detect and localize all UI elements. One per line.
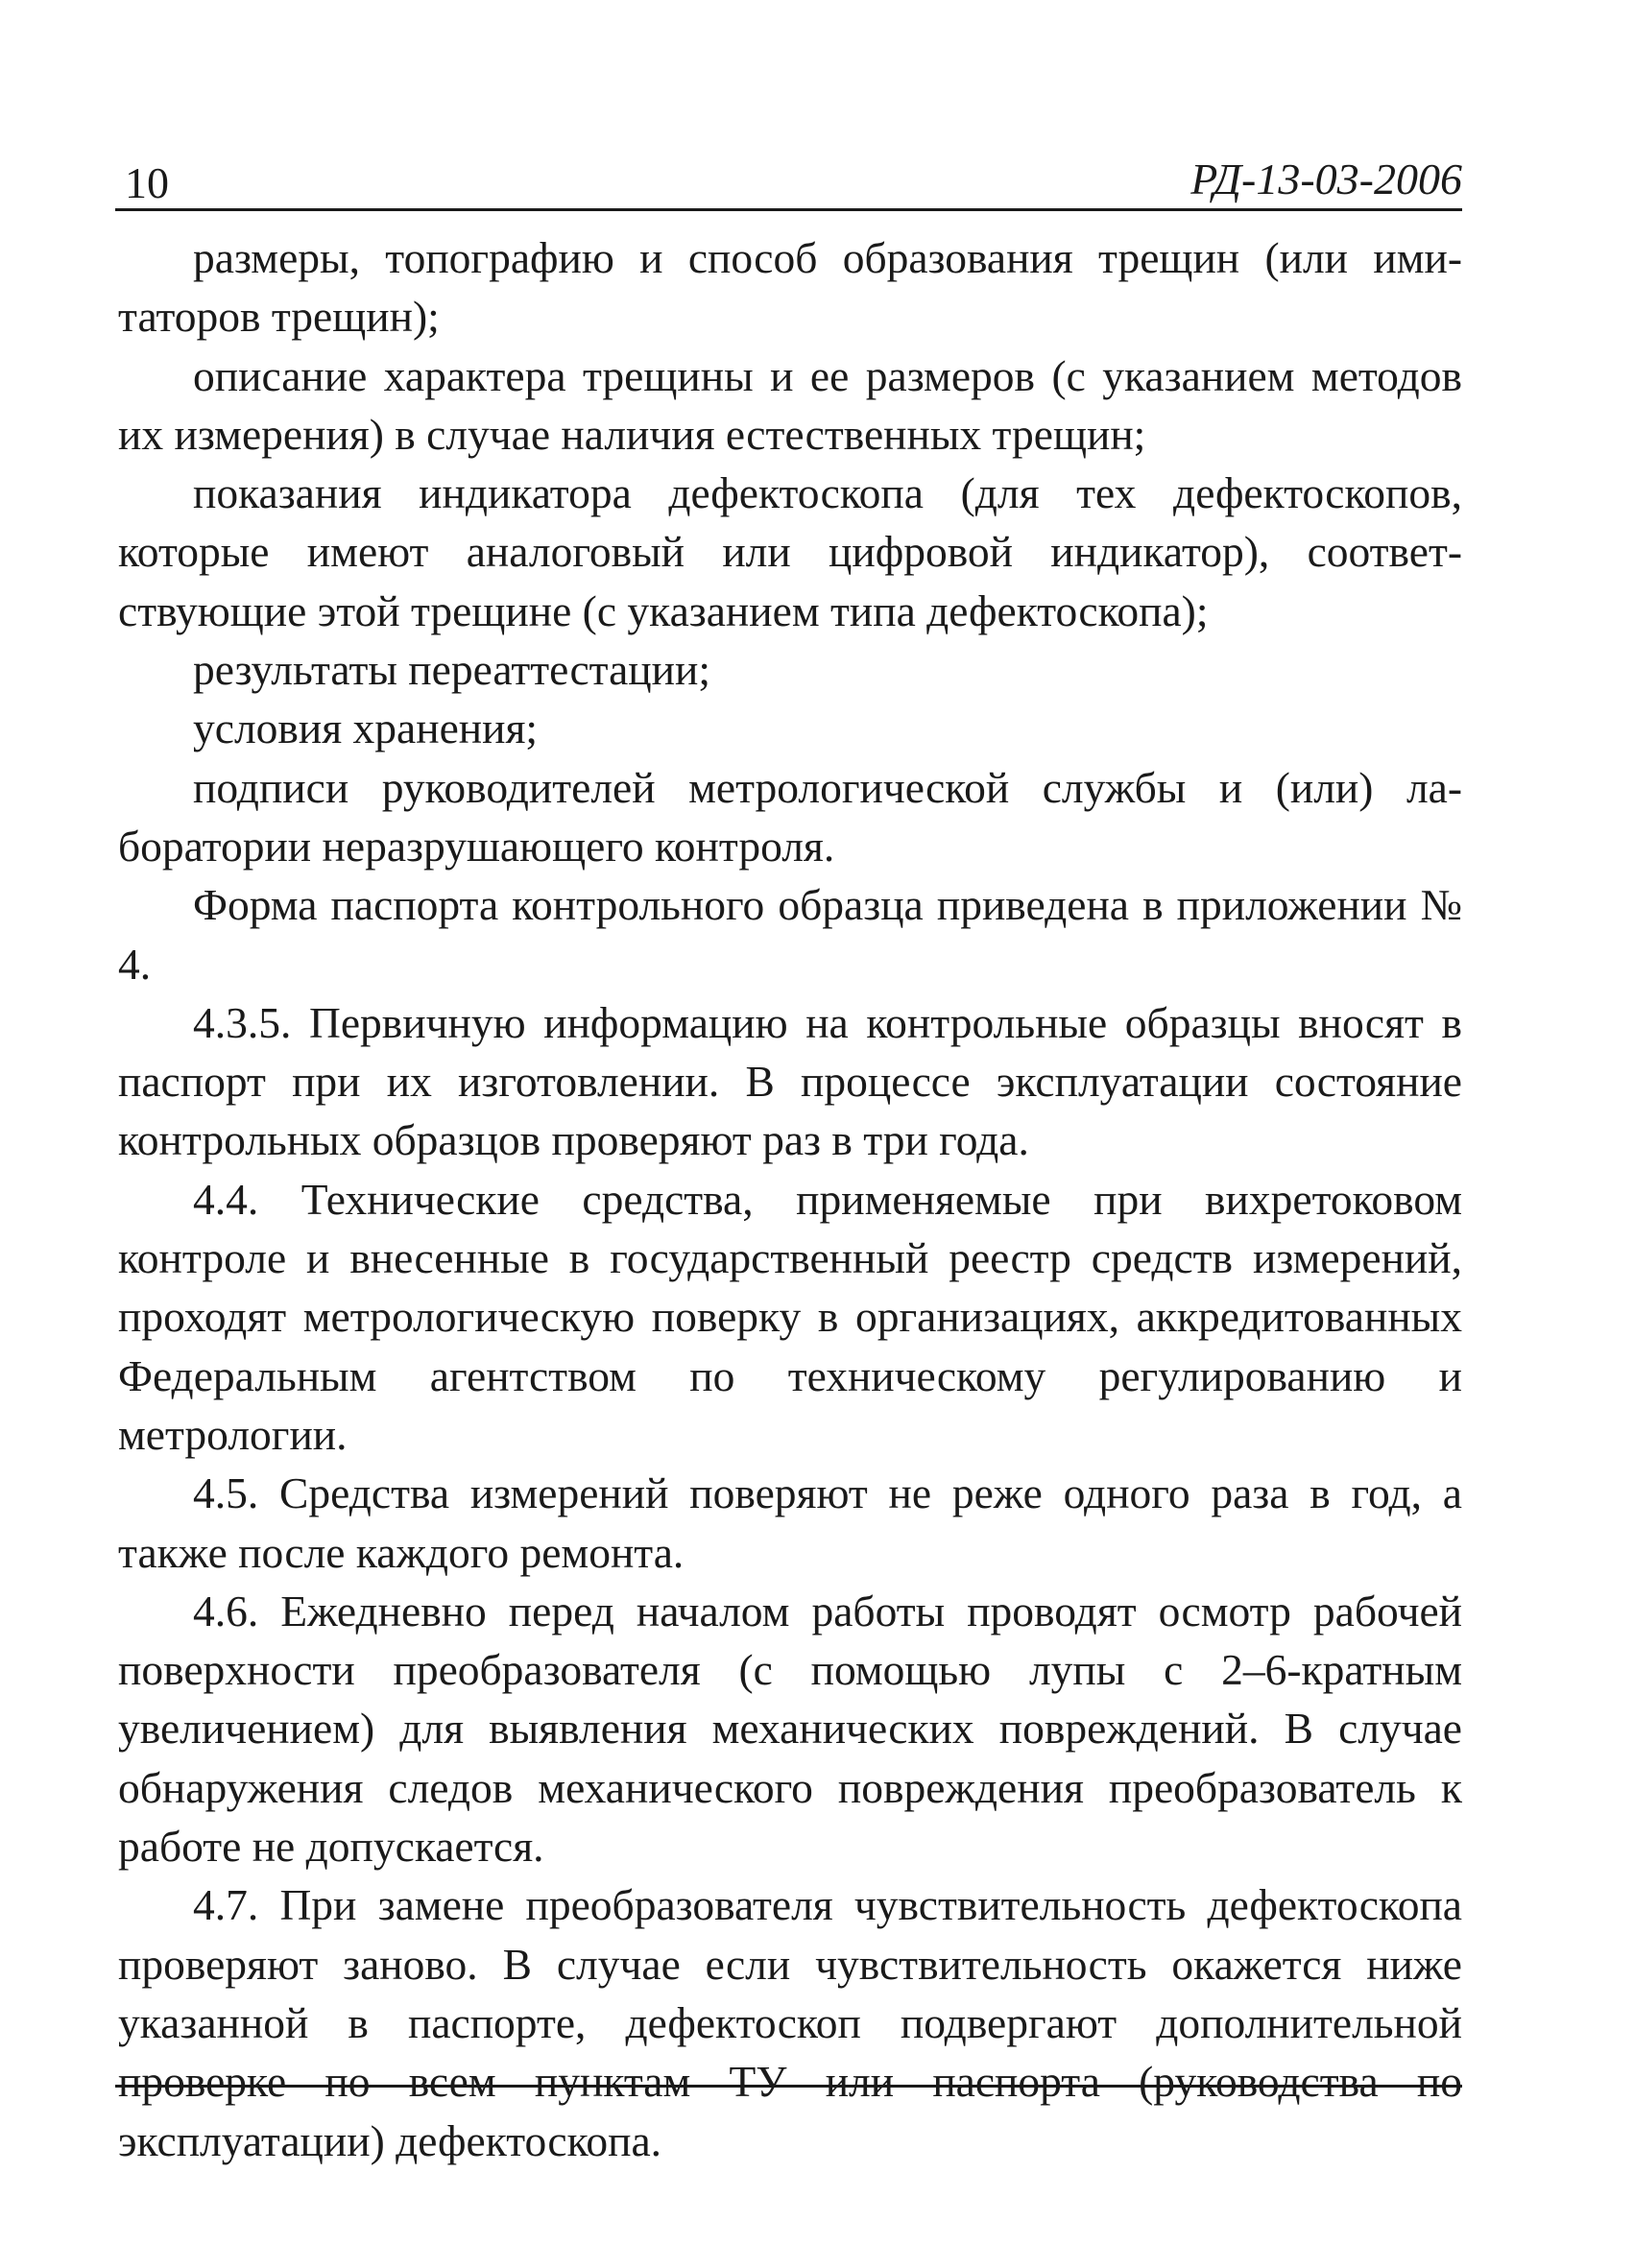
document-code: РД-13-03-2006 — [1190, 155, 1462, 203]
body-text — [118, 228, 1462, 2170]
paragraph-crack-description: описание характера трещины и ее размеров (с указанием методов их измерения) в случае наличия естественных трещин; — [118, 350, 1462, 459]
paragraph-4-7: 4.7. При замене преобразователя чувствительность дефектоскопа проверяют заново. В случае если чувствительность окажется ниже указанной в паспорте, дефектоскоп подвергают дополнительной проверке по всем пунктам ТУ или паспорта (руководства по эксплуатации) дефектоскопа. — [118, 1880, 1462, 2165]
paragraph-crack-dimensions: размеры, топографию и способ образования трещин (или имитаторов трещин); — [118, 233, 1462, 342]
paragraph-4-3-5: 4.3.5. Первичную информацию на контрольные образцы вносят в паспорт при их изготовлении. В процессе эксплуатации состояние контрольных образцов проверяют раз в три года. — [118, 997, 1462, 1165]
paragraph-reattestation: результаты переаттестации; — [193, 645, 710, 695]
paragraph-passport-form: Форма паспорта контрольного образца приведена в приложении № 4. — [118, 880, 1462, 989]
running-header — [115, 154, 1462, 211]
header-rule — [115, 208, 1462, 211]
footer-rule — [115, 2085, 1462, 2088]
paragraph-4-5: 4.5. Средства измерений поверяют не реже одного раза в год, а также после каждого ремонта. — [118, 1468, 1462, 1577]
paragraph-4-6: 4.6. Ежедневно перед началом работы проводят осмотр рабочей поверхности преобразователя (с помощью лупы с 2–6-кратным увеличением) для выявления механических повреждений. В случае обнаружения следов механического повреждения преобразователь к работе не допускается. — [118, 1586, 1462, 1872]
paragraph-storage: условия хранения; — [193, 704, 539, 753]
page-number: 10 — [125, 158, 169, 207]
paragraph-signatures: подписи руководителей метрологической службы и (или) лаборатории неразрушающего контроля. — [118, 762, 1462, 871]
paragraph-4-4: 4.4. Технические средства, применяемые при вихретоковом контроле и внесенные в государственный реестр средств измерений, проходят метрологическую поверку в организациях, аккредитованных Федеральным агентством по техническому регулированию и метрологии. — [118, 1174, 1462, 1459]
paragraph-indicator-readings: показания индикатора дефектоскопа (для тех дефектоскопов, которые имеют аналоговый или цифровой индикатор), соответствующие этой трещине (с указанием типа дефектоскопа); — [118, 468, 1462, 635]
